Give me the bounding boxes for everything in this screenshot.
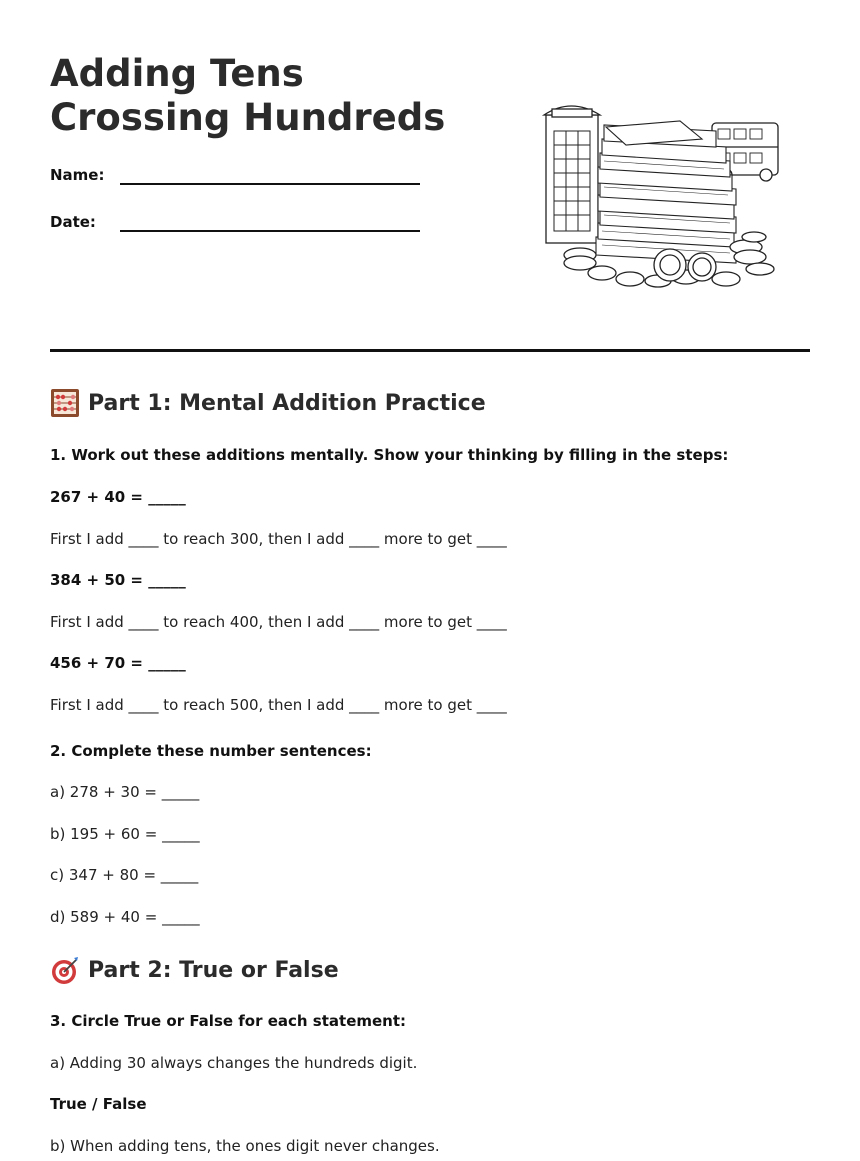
abacus-icon <box>50 388 80 418</box>
statement-b: b) When adding tens, the ones digit never changes. <box>50 1137 440 1155</box>
name-label: Name: <box>50 166 105 184</box>
q1-steps-c: First I add ____ to reach 500, then I add ____ more to get ____ <box>50 696 507 714</box>
question-3: 3. Circle True or False for each statement: <box>50 1012 407 1030</box>
page-title: Adding Tens Crossing Hundreds <box>50 52 446 139</box>
statement-a: a) Adding 30 always changes the hundreds digit. <box>50 1054 418 1072</box>
date-field <box>50 213 120 231</box>
q1-expr-c: 456 + 70 = _____ <box>50 654 186 672</box>
q1-expr-a: 267 + 40 = _____ <box>50 488 186 506</box>
sentence-d: d) 589 + 40 = _____ <box>50 908 200 926</box>
name-field <box>50 166 120 184</box>
question-2: 2. Complete these number sentences: <box>50 742 372 760</box>
sentence-b: b) 195 + 60 = _____ <box>50 825 200 843</box>
sentence-a: a) 278 + 30 = _____ <box>50 783 200 801</box>
date-label: Date: <box>50 213 96 231</box>
q1-steps-b: First I add ____ to reach 400, then I add ____ more to get ____ <box>50 613 507 631</box>
q1-steps-a: First I add ____ to reach 300, then I add ____ more to get ____ <box>50 530 507 548</box>
part1-title: Part 1: Mental Addition Practice <box>88 390 486 416</box>
part2-heading <box>50 955 339 985</box>
name-line[interactable] <box>120 183 420 185</box>
part1-heading <box>50 388 486 418</box>
sentence-c: c) 347 + 80 = _____ <box>50 866 199 884</box>
statement-a-options[interactable]: True / False <box>50 1095 147 1113</box>
q1-expr-b: 384 + 50 = _____ <box>50 571 186 589</box>
dart-target-icon <box>50 955 80 985</box>
date-line[interactable] <box>120 230 420 232</box>
question-1: 1. Work out these additions mentally. Show your thinking by filling in the steps: <box>50 446 729 464</box>
part2-title: Part 2: True or False <box>88 957 339 983</box>
section-divider <box>50 349 810 352</box>
london-money-icon <box>540 95 780 295</box>
